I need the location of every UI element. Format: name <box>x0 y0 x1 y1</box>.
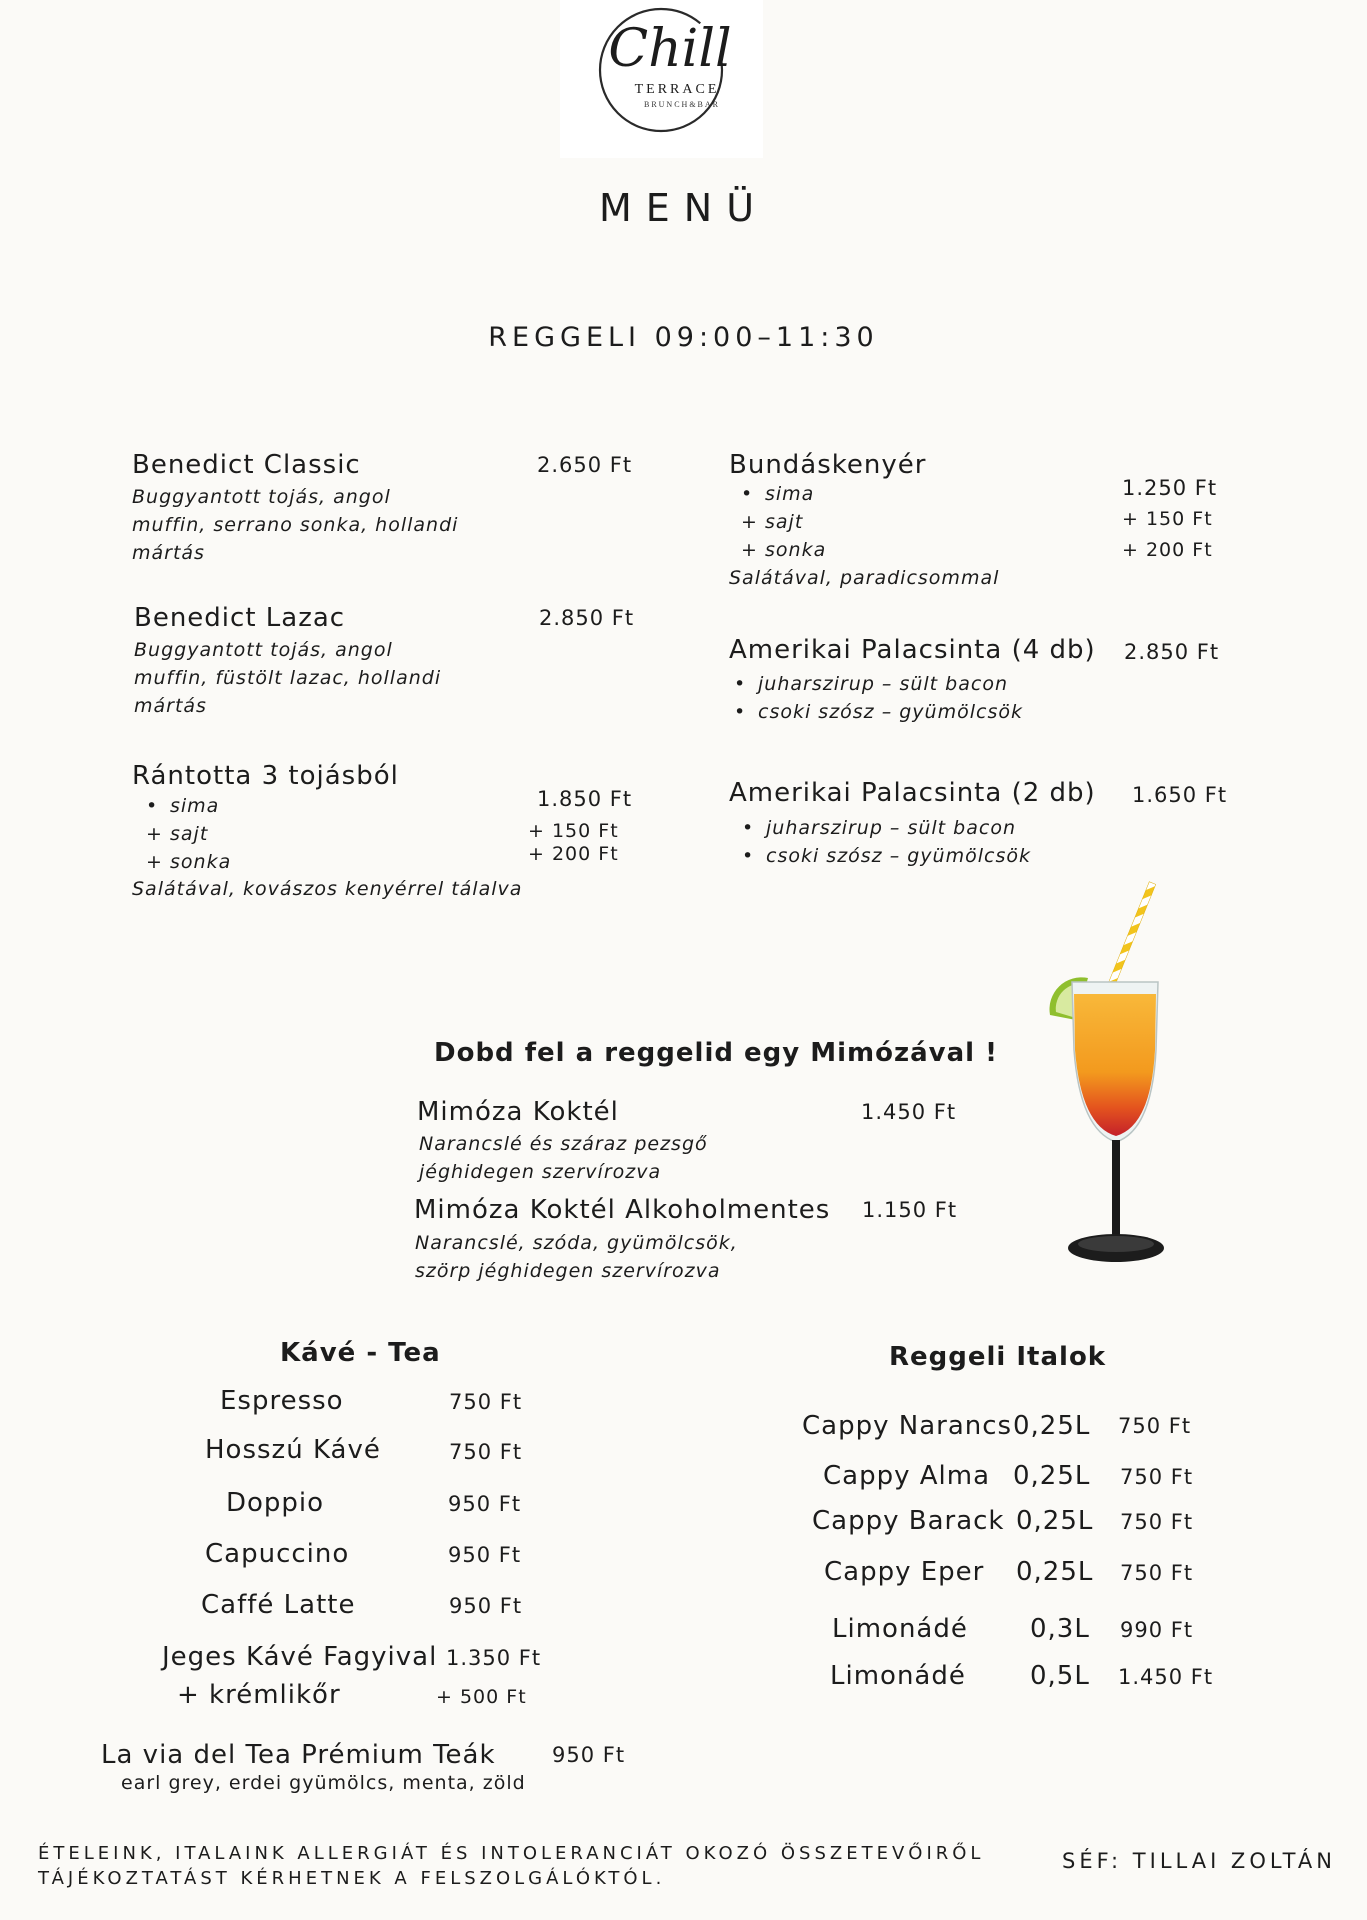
option-price: 1.850 Ft <box>537 787 633 811</box>
option-row: • csoki szósz – gyümölcsök <box>742 845 1031 867</box>
drinks-heading: Reggeli Italok <box>889 1342 1107 1372</box>
drink-name: La via del Tea Prémium Teák <box>101 1740 496 1770</box>
option-row: + sonka <box>741 539 827 561</box>
logo-script: Chill <box>608 19 732 79</box>
coffee-heading: Kávé - Tea <box>280 1338 441 1368</box>
tea-description: earl grey, erdei gyümölcs, menta, zöld <box>121 1772 526 1794</box>
option-list <box>734 670 1023 726</box>
item-description: Buggyantott tojás, angol muffin, serrano sonka, hollandi mártás <box>132 486 459 564</box>
drink-size: 0,5L <box>1030 1661 1090 1691</box>
item-price: 2.850 Ft <box>1124 640 1220 664</box>
item-name: Benedict Classic <box>132 450 361 480</box>
drink-price: 750 Ft <box>1120 1510 1194 1534</box>
cocktail-glass-icon <box>1040 870 1190 1280</box>
drink-name: Espresso <box>220 1386 344 1416</box>
option-list <box>741 480 826 564</box>
mimosa-heading: Dobd fel a reggelid egy Mimózával ! <box>434 1038 999 1068</box>
option-row: • sima <box>741 483 815 505</box>
option-price: + 200 Ft <box>528 843 619 865</box>
drink-name: + krémlikőr <box>177 1680 341 1710</box>
item-price: 1.450 Ft <box>861 1100 957 1124</box>
drink-price: 950 Ft <box>552 1743 626 1767</box>
logo <box>560 0 763 158</box>
drink-name: Caffé Latte <box>201 1590 356 1620</box>
drink-name: Cappy Alma <box>823 1461 991 1491</box>
option-row: + sajt <box>146 823 209 845</box>
drink-name: Limonádé <box>830 1661 966 1691</box>
option-price: + 200 Ft <box>1122 539 1213 561</box>
item-name: Rántotta 3 tojásból <box>132 761 399 791</box>
drink-price: 750 Ft <box>1120 1465 1194 1489</box>
option-list <box>742 814 1031 870</box>
item-name: Amerikai Palacsinta (4 db) <box>729 635 1096 665</box>
item-note: Salátával, kovászos kenyérrel tálalva <box>132 878 523 900</box>
option-row: • sima <box>146 795 220 817</box>
item-price: 1.150 Ft <box>862 1198 958 1222</box>
drink-size: 0,25L <box>1013 1411 1091 1441</box>
item-name: Bundáskenyér <box>729 450 927 480</box>
drink-name: Doppio <box>226 1488 325 1518</box>
option-row: • juharszirup – sült bacon <box>742 817 1016 839</box>
allergy-notice: ÉTELEINK, ITALAINK ALLERGIÁT ÉS INTOLERANCIÁT OKOZÓ ÖSSZETEVŐIRŐL TÁJÉKOZTATÁST KÉRHETNEK A FELSZOLGÁLÓKTÓL. <box>38 1843 985 1889</box>
drink-name: Capuccino <box>205 1539 350 1569</box>
drink-price: 950 Ft <box>448 1543 522 1567</box>
option-price: + 150 Ft <box>528 820 619 842</box>
option-row: + sonka <box>146 851 232 873</box>
drink-size: 0,25L <box>1013 1461 1091 1491</box>
drink-name: Cappy Narancs <box>802 1411 1013 1441</box>
item-name: Mimóza Koktél Alkoholmentes <box>414 1195 831 1225</box>
drink-price: 950 Ft <box>448 1492 522 1516</box>
drink-size: 0,3L <box>1030 1614 1090 1644</box>
drink-price: 750 Ft <box>449 1440 523 1464</box>
drink-name: Cappy Barack <box>812 1506 1005 1536</box>
drink-size: 0,25L <box>1016 1557 1094 1587</box>
chef-credit: SÉF: TILLAI ZOLTÁN <box>1062 1849 1336 1873</box>
item-note: Salátával, paradicsommal <box>729 567 1000 589</box>
drink-price: 990 Ft <box>1120 1618 1194 1642</box>
item-name: Benedict Lazac <box>134 603 346 633</box>
item-price: 2.850 Ft <box>539 606 635 630</box>
breakfast-heading: REGGELI 09:00–11:30 <box>488 322 879 353</box>
item-description: Buggyantott tojás, angol muffin, füstölt lazac, hollandi mártás <box>134 639 442 717</box>
drink-name: Limonádé <box>832 1614 968 1644</box>
drink-price: 1.450 Ft <box>1118 1665 1214 1689</box>
item-name: Mimóza Koktél <box>417 1097 619 1127</box>
page-title: MENÜ <box>598 186 769 230</box>
item-description: Narancslé és száraz pezsgő jéghidegen szervírozva <box>419 1133 708 1183</box>
drink-name: Jeges Kávé Fagyival <box>162 1642 438 1672</box>
item-price: 1.650 Ft <box>1132 783 1228 807</box>
drink-name: Cappy Eper <box>824 1557 985 1587</box>
drink-price: 1.350 Ft <box>446 1646 542 1670</box>
drink-price: 750 Ft <box>1118 1414 1192 1438</box>
option-price: 1.250 Ft <box>1122 476 1218 500</box>
item-description: Narancslé, szóda, gyümölcsök, szörp jéghidegen szervírozva <box>415 1232 738 1282</box>
drink-price: 950 Ft <box>449 1594 523 1618</box>
option-list <box>146 792 231 876</box>
logo-word: TERRACE <box>634 82 720 97</box>
option-row: • juharszirup – sült bacon <box>734 673 1008 695</box>
option-row: • csoki szósz – gyümölcsök <box>734 701 1023 723</box>
drink-size: 0,25L <box>1016 1506 1094 1536</box>
drink-price: 750 Ft <box>1120 1561 1194 1585</box>
option-row: + sajt <box>741 511 804 533</box>
logo-tagline: BRUNCH&BAR <box>643 100 721 109</box>
drink-price: 750 Ft <box>449 1390 523 1414</box>
drink-name: Hosszú Kávé <box>205 1435 381 1465</box>
item-name: Amerikai Palacsinta (2 db) <box>729 778 1096 808</box>
option-price: + 150 Ft <box>1122 508 1213 530</box>
item-price: 2.650 Ft <box>537 453 633 477</box>
drink-price: + 500 Ft <box>436 1686 527 1708</box>
